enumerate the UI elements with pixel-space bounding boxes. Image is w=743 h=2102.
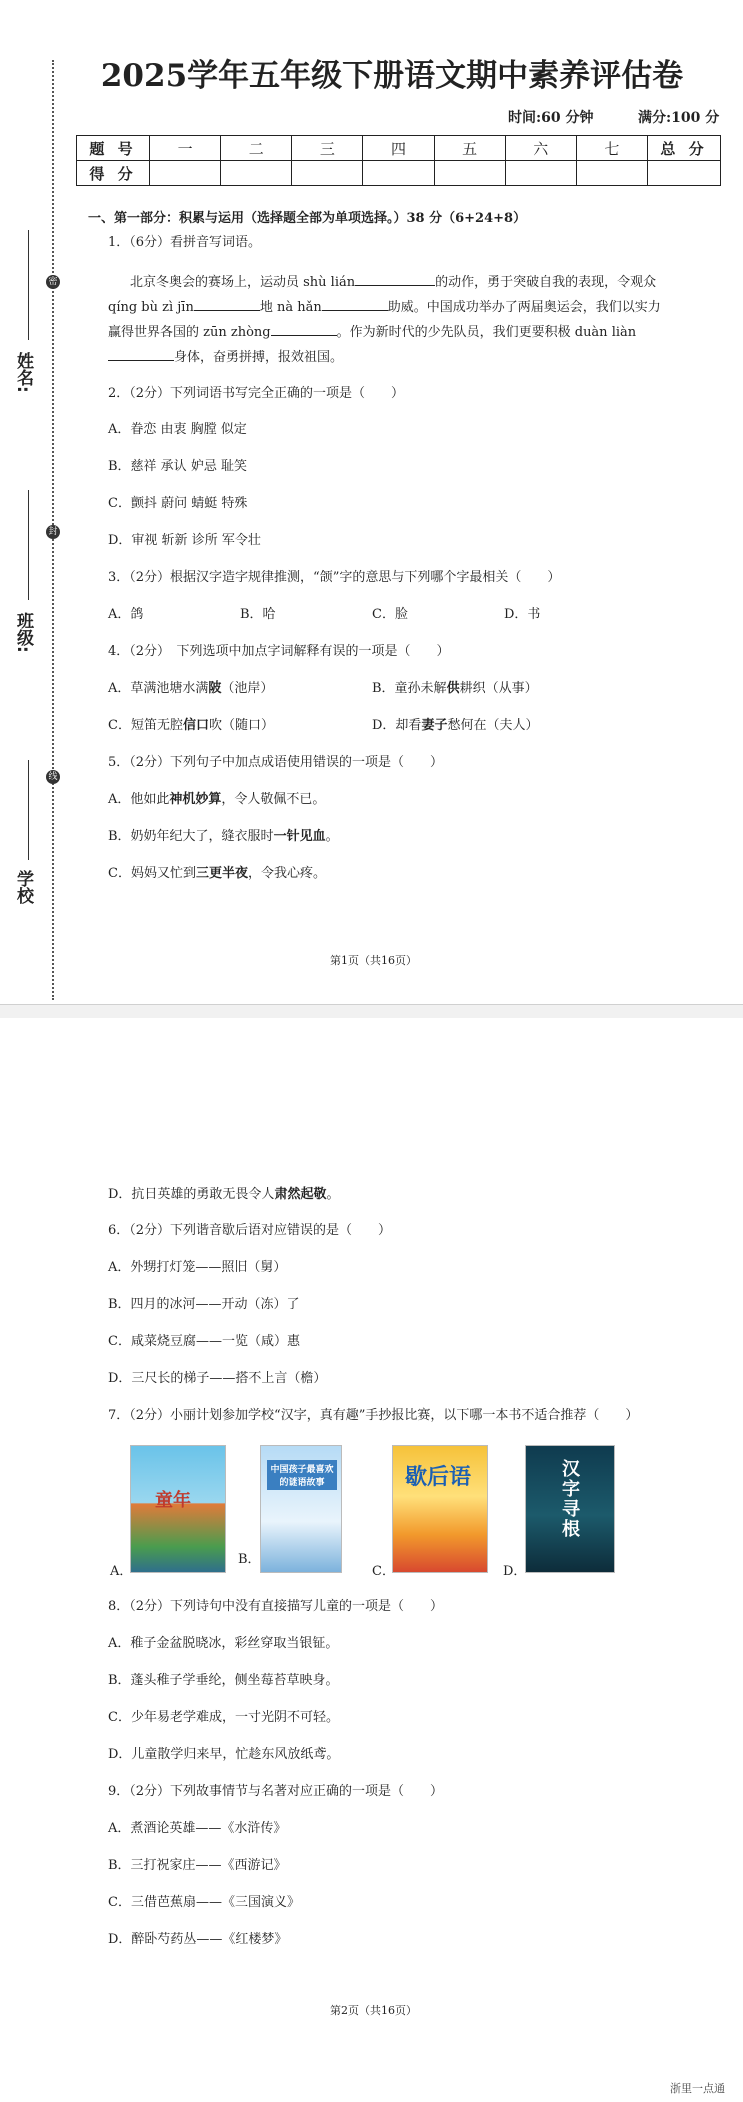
sentence-text: 。作为新时代的少先队员，我们更要积极 duàn liàn xyxy=(336,325,637,340)
exam-full-score: 满分:100 分 xyxy=(638,110,720,126)
question-1-line-4 xyxy=(108,347,343,367)
seal-mark-feng: 封 xyxy=(46,525,60,539)
question-1-line-3 xyxy=(108,322,636,342)
option-text: 吹（随口） xyxy=(208,718,274,733)
watermark-text: 浙里一点通 xyxy=(670,2082,725,2095)
answer-blank[interactable] xyxy=(194,297,260,311)
question-5-option-c[interactable] xyxy=(108,865,326,883)
question-8-option-a[interactable]: A．稚子金盆脱晓冰，彩丝穿取当银钲。 xyxy=(108,1636,339,1651)
score-input-cell[interactable] xyxy=(292,161,363,186)
dotted-word: 妻子 xyxy=(421,718,448,733)
score-input-cell[interactable] xyxy=(648,161,721,186)
question-2-option-b[interactable]: B．慈祥 承认 妒忌 耻笑 xyxy=(108,459,247,474)
section-heading: 一、第一部分：积累与运用（选择题全部为单项选择。）38 分（6+24+8） xyxy=(88,211,527,226)
question-2-option-a[interactable]: A．眷恋 由衷 胸膛 似定 xyxy=(108,422,247,437)
book-title: 中国孩子最喜欢的谜语故事 xyxy=(267,1460,337,1490)
question-1-stem: 1．（6分）看拼音写词语。 xyxy=(108,235,262,250)
book-cover-xiehouyu[interactable] xyxy=(392,1445,488,1573)
option-text: 。 xyxy=(326,1187,340,1202)
option-text: ，令我心疼。 xyxy=(247,866,326,881)
option-text: D．却看 xyxy=(372,718,422,733)
score-input-cell[interactable] xyxy=(434,161,505,186)
score-table-cell: 四 xyxy=(363,136,434,161)
score-input-cell[interactable] xyxy=(363,161,434,186)
question-7-stem: 7．（2分）小丽计划参加学校“汉字，真有趣”手抄报比赛，以下哪一本书不适合推荐（ ） xyxy=(108,1408,639,1423)
answer-blank[interactable] xyxy=(271,322,337,336)
question-2-option-d[interactable]: D．审视 斩新 诊所 军令壮 xyxy=(108,533,261,548)
question-4-option-a[interactable] xyxy=(108,680,273,698)
question-7-option-c-label[interactable]: C． xyxy=(372,1564,395,1579)
option-text: C．短笛无腔 xyxy=(108,718,183,733)
question-3-stem: 3．（2分）根据汉字造字规律推测，“颌”字的意思与下列哪个字最相关（ ） xyxy=(108,570,561,585)
name-write-line xyxy=(28,230,29,340)
pinyin-text: qíng bù zì jīn xyxy=(108,300,194,315)
score-table-cell: 七 xyxy=(576,136,647,161)
option-text: B．奶奶年纪大了，缝衣服时 xyxy=(108,829,274,844)
seal-mark-xian: 线 xyxy=(46,770,60,784)
question-6-option-b[interactable]: B．四月的冰河——开动（冻）了 xyxy=(108,1297,300,1312)
question-9-option-b[interactable]: B．三打祝家庄——《西游记》 xyxy=(108,1858,287,1873)
score-table-header-row xyxy=(77,136,721,161)
answer-blank[interactable] xyxy=(322,297,388,311)
question-2-stem: 2．（2分）下列词语书写完全正确的一项是（ ） xyxy=(108,386,405,401)
question-8-stem: 8．（2分）下列诗句中没有直接描写儿童的一项是（ ） xyxy=(108,1599,444,1614)
sentence-text: 的动作，勇于突破自我的表现，令观众 xyxy=(435,275,657,290)
class-write-line xyxy=(28,490,29,600)
dotted-word: 神机妙算 xyxy=(169,792,222,807)
exam-title: 2025学年五年级下册语文期中素养评估卷 xyxy=(100,58,684,94)
score-input-cell[interactable] xyxy=(221,161,292,186)
score-table-cell: 三 xyxy=(292,136,363,161)
question-4-stem: 4．（2分） 下列选项中加点字词解释有误的一项是（ ） xyxy=(108,644,450,659)
question-8-option-d[interactable]: D．儿童散学归来早，忙趁东风放纸鸢。 xyxy=(108,1747,340,1762)
question-5-stem: 5．（2分）下列句子中加点成语使用错误的一项是（ ） xyxy=(108,755,444,770)
option-text: （池岸） xyxy=(221,681,274,696)
book-cover-hanzi-xungen[interactable] xyxy=(525,1445,615,1573)
score-table-cell: 二 xyxy=(221,136,292,161)
score-table-cell: 六 xyxy=(505,136,576,161)
sentence-text: 身体，奋勇拼搏，报效祖国。 xyxy=(174,350,344,365)
book-title: 歇后语 xyxy=(405,1465,472,1490)
score-table-cell: 五 xyxy=(434,136,505,161)
pinyin-text: 赢得世界各国的 zūn zhòng xyxy=(108,325,271,340)
question-6-option-d[interactable]: D．三尺长的梯子——搭不上言（檐） xyxy=(108,1371,327,1386)
page-footer: 第1页（共16页） xyxy=(330,954,417,967)
answer-blank[interactable] xyxy=(108,347,174,361)
exam-page-1 xyxy=(0,0,743,1004)
option-text: ，令人敬佩不已。 xyxy=(221,792,326,807)
score-input-cell[interactable] xyxy=(150,161,221,186)
question-3-option-d[interactable]: D．书 xyxy=(504,607,541,622)
dotted-word: 供 xyxy=(446,681,460,696)
class-label: 班级: xyxy=(13,612,33,653)
question-1-line-1 xyxy=(130,272,656,292)
question-9-stem: 9．（2分）下列故事情节与名著对应正确的一项是（ ） xyxy=(108,1784,444,1799)
score-table-cell: 得 分 xyxy=(77,161,150,186)
question-8-option-b[interactable]: B．蓬头稚子学垂纶，侧坐莓苔草映身。 xyxy=(108,1673,339,1688)
question-5-option-a[interactable] xyxy=(108,791,325,809)
score-input-cell[interactable] xyxy=(505,161,576,186)
exam-time: 时间:60 分钟 xyxy=(508,110,594,126)
option-text: 耕织（从事） xyxy=(459,681,538,696)
question-7-option-b-label[interactable]: B． xyxy=(238,1552,261,1567)
option-text: 愁何在（夫人） xyxy=(447,718,539,733)
dotted-word: 陂 xyxy=(208,681,222,696)
question-7-option-a-label[interactable]: A． xyxy=(110,1564,133,1579)
dotted-word: 肃然起敬 xyxy=(274,1187,327,1202)
question-5-option-d[interactable] xyxy=(108,1186,339,1204)
score-table-cell: 题 号 xyxy=(77,136,150,161)
book-cover-childhood[interactable] xyxy=(130,1445,226,1573)
question-9-option-a[interactable]: A．煮酒论英雄——《水浒传》 xyxy=(108,1821,287,1836)
pinyin-text: 地 nà hǎn xyxy=(259,300,322,315)
question-4-option-b[interactable] xyxy=(372,680,538,698)
book-title: 汉字寻根 xyxy=(562,1459,580,1540)
question-2-option-c[interactable]: C．颤抖 蔚问 蜻蜓 特殊 xyxy=(108,496,248,511)
question-3-option-b[interactable]: B．哈 xyxy=(240,607,276,622)
option-text: 。 xyxy=(325,829,339,844)
name-label: 姓名: xyxy=(13,352,33,393)
question-4-option-c[interactable] xyxy=(108,717,274,735)
option-text: D．抗日英雄的勇敢无畏令人 xyxy=(108,1187,275,1202)
question-9-option-d[interactable]: D．醉卧芍药丛——《红楼梦》 xyxy=(108,1932,288,1947)
question-8-option-c[interactable]: C．少年易老学难成，一寸光阴不可轻。 xyxy=(108,1710,339,1725)
seal-mark-mi: 密 xyxy=(46,275,60,289)
question-7-option-d-label[interactable]: D． xyxy=(503,1564,527,1579)
dotted-word: 一针见血 xyxy=(273,829,326,844)
score-table xyxy=(76,135,721,186)
question-6-option-a[interactable]: A．外甥打灯笼——照旧（舅） xyxy=(108,1260,287,1275)
pinyin-text: 北京冬奥会的赛场上，运动员 shù lián xyxy=(130,275,356,290)
option-text: A．草满池塘水满 xyxy=(108,681,209,696)
score-table-score-row xyxy=(77,161,721,186)
score-table-cell: 总 分 xyxy=(648,136,721,161)
answer-blank[interactable] xyxy=(355,272,435,286)
page-footer: 第2页（共16页） xyxy=(330,2004,417,2017)
school-write-line xyxy=(28,760,29,860)
option-text: B．童孙未解 xyxy=(372,681,447,696)
option-text: A．他如此 xyxy=(108,792,170,807)
dotted-word: 三更半夜 xyxy=(195,866,248,881)
question-9-option-c[interactable]: C．三借芭蕉扇——《三国演义》 xyxy=(108,1895,300,1910)
book-title: 童年 xyxy=(155,1490,191,1511)
question-4-option-d[interactable] xyxy=(372,717,538,735)
question-3-option-c[interactable]: C．脸 xyxy=(372,607,408,622)
question-6-stem: 6．（2分）下列谐音歇后语对应错误的是（ ） xyxy=(108,1223,392,1238)
book-cover-riddle-stories[interactable] xyxy=(260,1445,342,1573)
question-6-option-c[interactable]: C．咸菜烧豆腐——一览（咸）惠 xyxy=(108,1334,300,1349)
sentence-text: 助威。中国成功举办了两届奥运会，我们以实力 xyxy=(387,300,661,315)
question-5-option-b[interactable] xyxy=(108,828,339,846)
school-label: 学校 xyxy=(13,870,33,904)
score-input-cell[interactable] xyxy=(576,161,647,186)
question-3-option-a[interactable]: A．鸽 xyxy=(108,607,144,622)
question-1-line-2 xyxy=(108,297,661,317)
option-text: C．妈妈又忙到 xyxy=(108,866,196,881)
score-table-cell: 一 xyxy=(150,136,221,161)
dotted-word: 信口 xyxy=(182,718,209,733)
